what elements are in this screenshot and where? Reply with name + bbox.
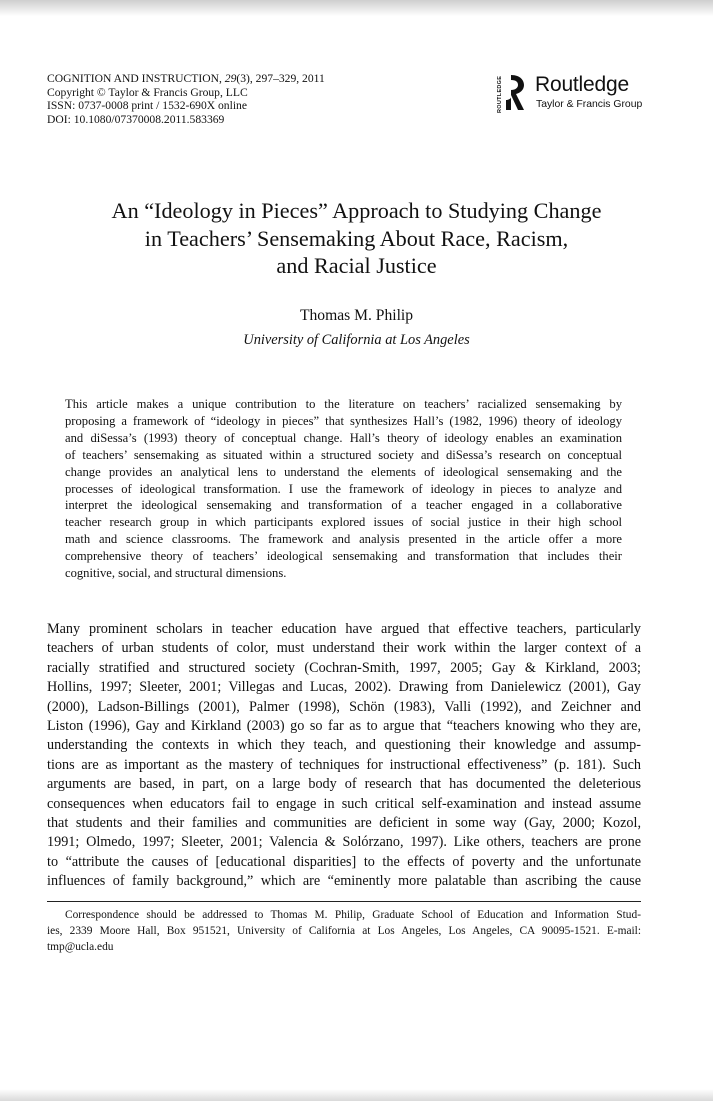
body-line: to “attribute the causes of [educational disparities] to the effects of poverty and the unfortunate (47, 853, 641, 870)
body-line: arguments are based, in part, on a large body of research that has documented the deleterious (47, 776, 641, 793)
footnote-line: Correspondence should be addressed to Thomas M. Philip, Graduate School of Education and Information Stud- (65, 909, 641, 921)
journal-copyright: Copyright © Taylor & Francis Group, LLC (47, 85, 248, 99)
footnote-line: tmp@ucla.edu (47, 941, 114, 953)
footnote-line: ies, 2339 Moore Hall, Box 951521, University of California at Los Angeles, Los Angeles, CA 90095-1521. E-mail: (47, 925, 641, 937)
title-line: An “Ideology in Pieces” Approach to Studying Change (111, 198, 602, 223)
publisher-logo (497, 73, 647, 115)
page-bottom-shadow (0, 1089, 713, 1101)
publisher-subtitle: Taylor & Francis Group (536, 99, 643, 110)
journal-metadata (47, 72, 325, 126)
body-line: 1991; Olmedo, 1997; Sleeter, 2001; Valencia & Solórzano, 1997). Like others, teachers are prone (47, 834, 641, 851)
body-line: consequences when educators fail to engage in such critical self-examination and instead assume (47, 795, 641, 812)
abstract-line: interpret the ideological sensemaking and transformation of a teacher engaged in a collaborative (65, 498, 622, 513)
page-top-shadow (0, 0, 713, 16)
journal-volume: 29 (224, 72, 237, 85)
abstract-line: change provides an analytical lens to understand the elements of ideological sensemaking and the (65, 464, 622, 479)
abstract-line: comprehensive theory of teachers’ ideological sensemaking and transformation that includes their (65, 549, 622, 564)
logo-vertical-text: ROUTLEDGE (497, 75, 503, 113)
abstract-line: processes of ideological transformation. I use the framework of ideology in pieces to analyze and (65, 481, 622, 496)
abstract-line: proposing a framework of “ideology in pieces” that synthesizes Hall’s (1982, 1996) theory of ideology (65, 413, 622, 428)
correspondence-footnote (47, 907, 641, 955)
abstract-line: This article makes a unique contribution to the literature on teachers’ racialized sensemaking by (65, 397, 622, 411)
body-line: understanding the contexts in which they teach, and questioning their knowledge and assump- (47, 737, 641, 754)
journal-issn: ISSN: 0737-0008 print / 1532-690X online (47, 99, 247, 113)
abstract-line: math and science classrooms. The framework and analysis presented in the article offer a more (65, 532, 622, 547)
body-line: influences of family background,” which are “eminently more palatable than ascribing the cause (47, 873, 641, 890)
journal-citation: COGNITION AND INSTRUCTION, 29(3), 297–329, 2011 (47, 72, 325, 85)
body-line: (2000), Ladson-Billings (2001), Palmer (1998), Schön (1983), Valli (1992), and Zeichner and (47, 698, 641, 715)
abstract-line: cognitive, social, and structural dimensions. (65, 566, 287, 581)
abstract-line: of teachers’ sensemaking as situated within a structured society and diSessa’s research on conceptual (65, 447, 622, 462)
body-line: tions are as important as the mastery of techniques for instructional effectiveness” (p. 181). Such (47, 756, 641, 773)
author-name: Thomas M. Philip (299, 307, 414, 324)
journal-doi: DOI: 10.1080/07370008.2011.583369 (47, 112, 225, 126)
article-title (40, 197, 673, 280)
footnote-divider (47, 901, 641, 902)
abstract-line: and diSessa’s (1993) theory of conceptual change. Hall’s theory of ideology enables an examination (65, 430, 622, 445)
body-line: Liston (1996), Gay and Kirkland (2003) go so far as to argue that “teachers knowing who they are, (47, 718, 641, 735)
abstract (65, 396, 622, 582)
author-affiliation: University of California at Los Angeles (243, 332, 470, 348)
title-line: and Racial Justice (276, 253, 437, 278)
body-paragraph (47, 620, 641, 892)
publisher-name: Routledge (535, 73, 629, 96)
body-line: Many prominent scholars in teacher education have argued that effective teachers, particularly (47, 621, 641, 637)
body-line: teachers of urban students of color, must understand their work within the larger context of a (47, 640, 641, 657)
body-line: racially stratified and structured society (Cochran-Smith, 1997, 2005; Gay & Kirkland, 2003; (47, 659, 641, 676)
body-line: that students and their families and communities are deficient in some way (Gay, 2000; Kozol, (47, 815, 641, 832)
body-line: Hollins, 1997; Sleeter, 2001; Villegas and Lucas, 2002). Drawing from Danielewicz (2001), Gay (47, 679, 641, 696)
title-line: in Teachers’ Sensemaking About Race, Racism, (144, 225, 569, 251)
abstract-line: teacher research group in which participants explored issues of social justice in their high school (65, 515, 622, 530)
